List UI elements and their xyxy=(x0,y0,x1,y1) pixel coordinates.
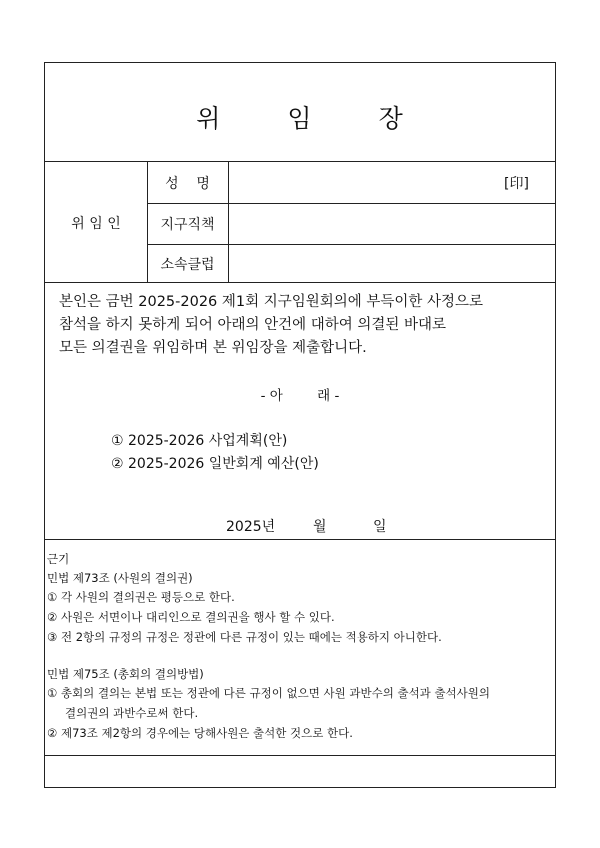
name-field[interactable] xyxy=(228,166,498,198)
notes-heading: - 아 래 - xyxy=(260,388,340,404)
divider xyxy=(147,244,555,245)
article75-item: ① 총회의 결의는 본법 또는 정관에 다른 규정이 없으면 사원 과반수의 출석과 출석사원의 xyxy=(47,686,490,700)
date-year: 2025년 xyxy=(226,519,276,535)
article75-item: ② 제73조 제2항의 경우에는 당해사원은 출석한 것으로 한다. xyxy=(47,726,353,740)
agenda-item: ② 2025-2026 일반회계 예산(안) xyxy=(111,456,319,472)
body-line: 모든 의결권을 위임하며 본 위임장을 제출합니다. xyxy=(59,340,367,356)
proxy-form-frame xyxy=(44,62,556,788)
article75-title: 민법 제75조 (총회의 결의방법) xyxy=(47,667,204,681)
title-char: 위 xyxy=(196,104,222,133)
divider xyxy=(147,203,555,204)
title-char: 장 xyxy=(378,104,404,133)
page-title xyxy=(45,99,555,135)
article73-item: ① 각 사원의 결의권은 평등으로 한다. xyxy=(47,590,235,604)
article73-item: ② 사원은 서면이나 대리인으로 결의권을 행사 할 수 있다. xyxy=(47,610,335,624)
delegator-label: 위 임 인 xyxy=(71,216,121,232)
divider xyxy=(45,539,555,540)
title-char: 임 xyxy=(287,104,313,133)
divider xyxy=(45,161,555,162)
club-field[interactable] xyxy=(228,248,553,280)
body-line: 참석을 하지 못하게 되어 아래의 안건에 대하여 의결된 바대로 xyxy=(59,317,447,333)
district-position-field[interactable] xyxy=(228,207,553,241)
article73-title: 민법 제73조 (사원의 결의권) xyxy=(47,571,193,585)
article75-item: 결의권의 과반수로써 한다. xyxy=(65,706,199,720)
body-line: 본인은 금번 2025-2026 제1회 지구임원회의에 부득이한 사정으로 xyxy=(59,294,484,310)
date-month: 월 xyxy=(313,519,327,535)
seal-mark: [印] xyxy=(504,176,529,192)
name-label: 성 명 xyxy=(165,176,210,192)
club-label: 소속클럽 xyxy=(160,257,215,273)
date-day: 일 xyxy=(373,519,387,535)
district-position-label: 지구직책 xyxy=(160,217,215,233)
legal-basis-label: 근기 xyxy=(47,552,70,566)
article73-item: ③ 전 2항의 규정의 규정은 정관에 다른 규정이 있는 때에는 적용하지 아니한다. xyxy=(47,630,442,644)
divider xyxy=(45,282,555,283)
agenda-item: ① 2025-2026 사업계획(안) xyxy=(111,433,288,449)
divider xyxy=(45,755,555,756)
